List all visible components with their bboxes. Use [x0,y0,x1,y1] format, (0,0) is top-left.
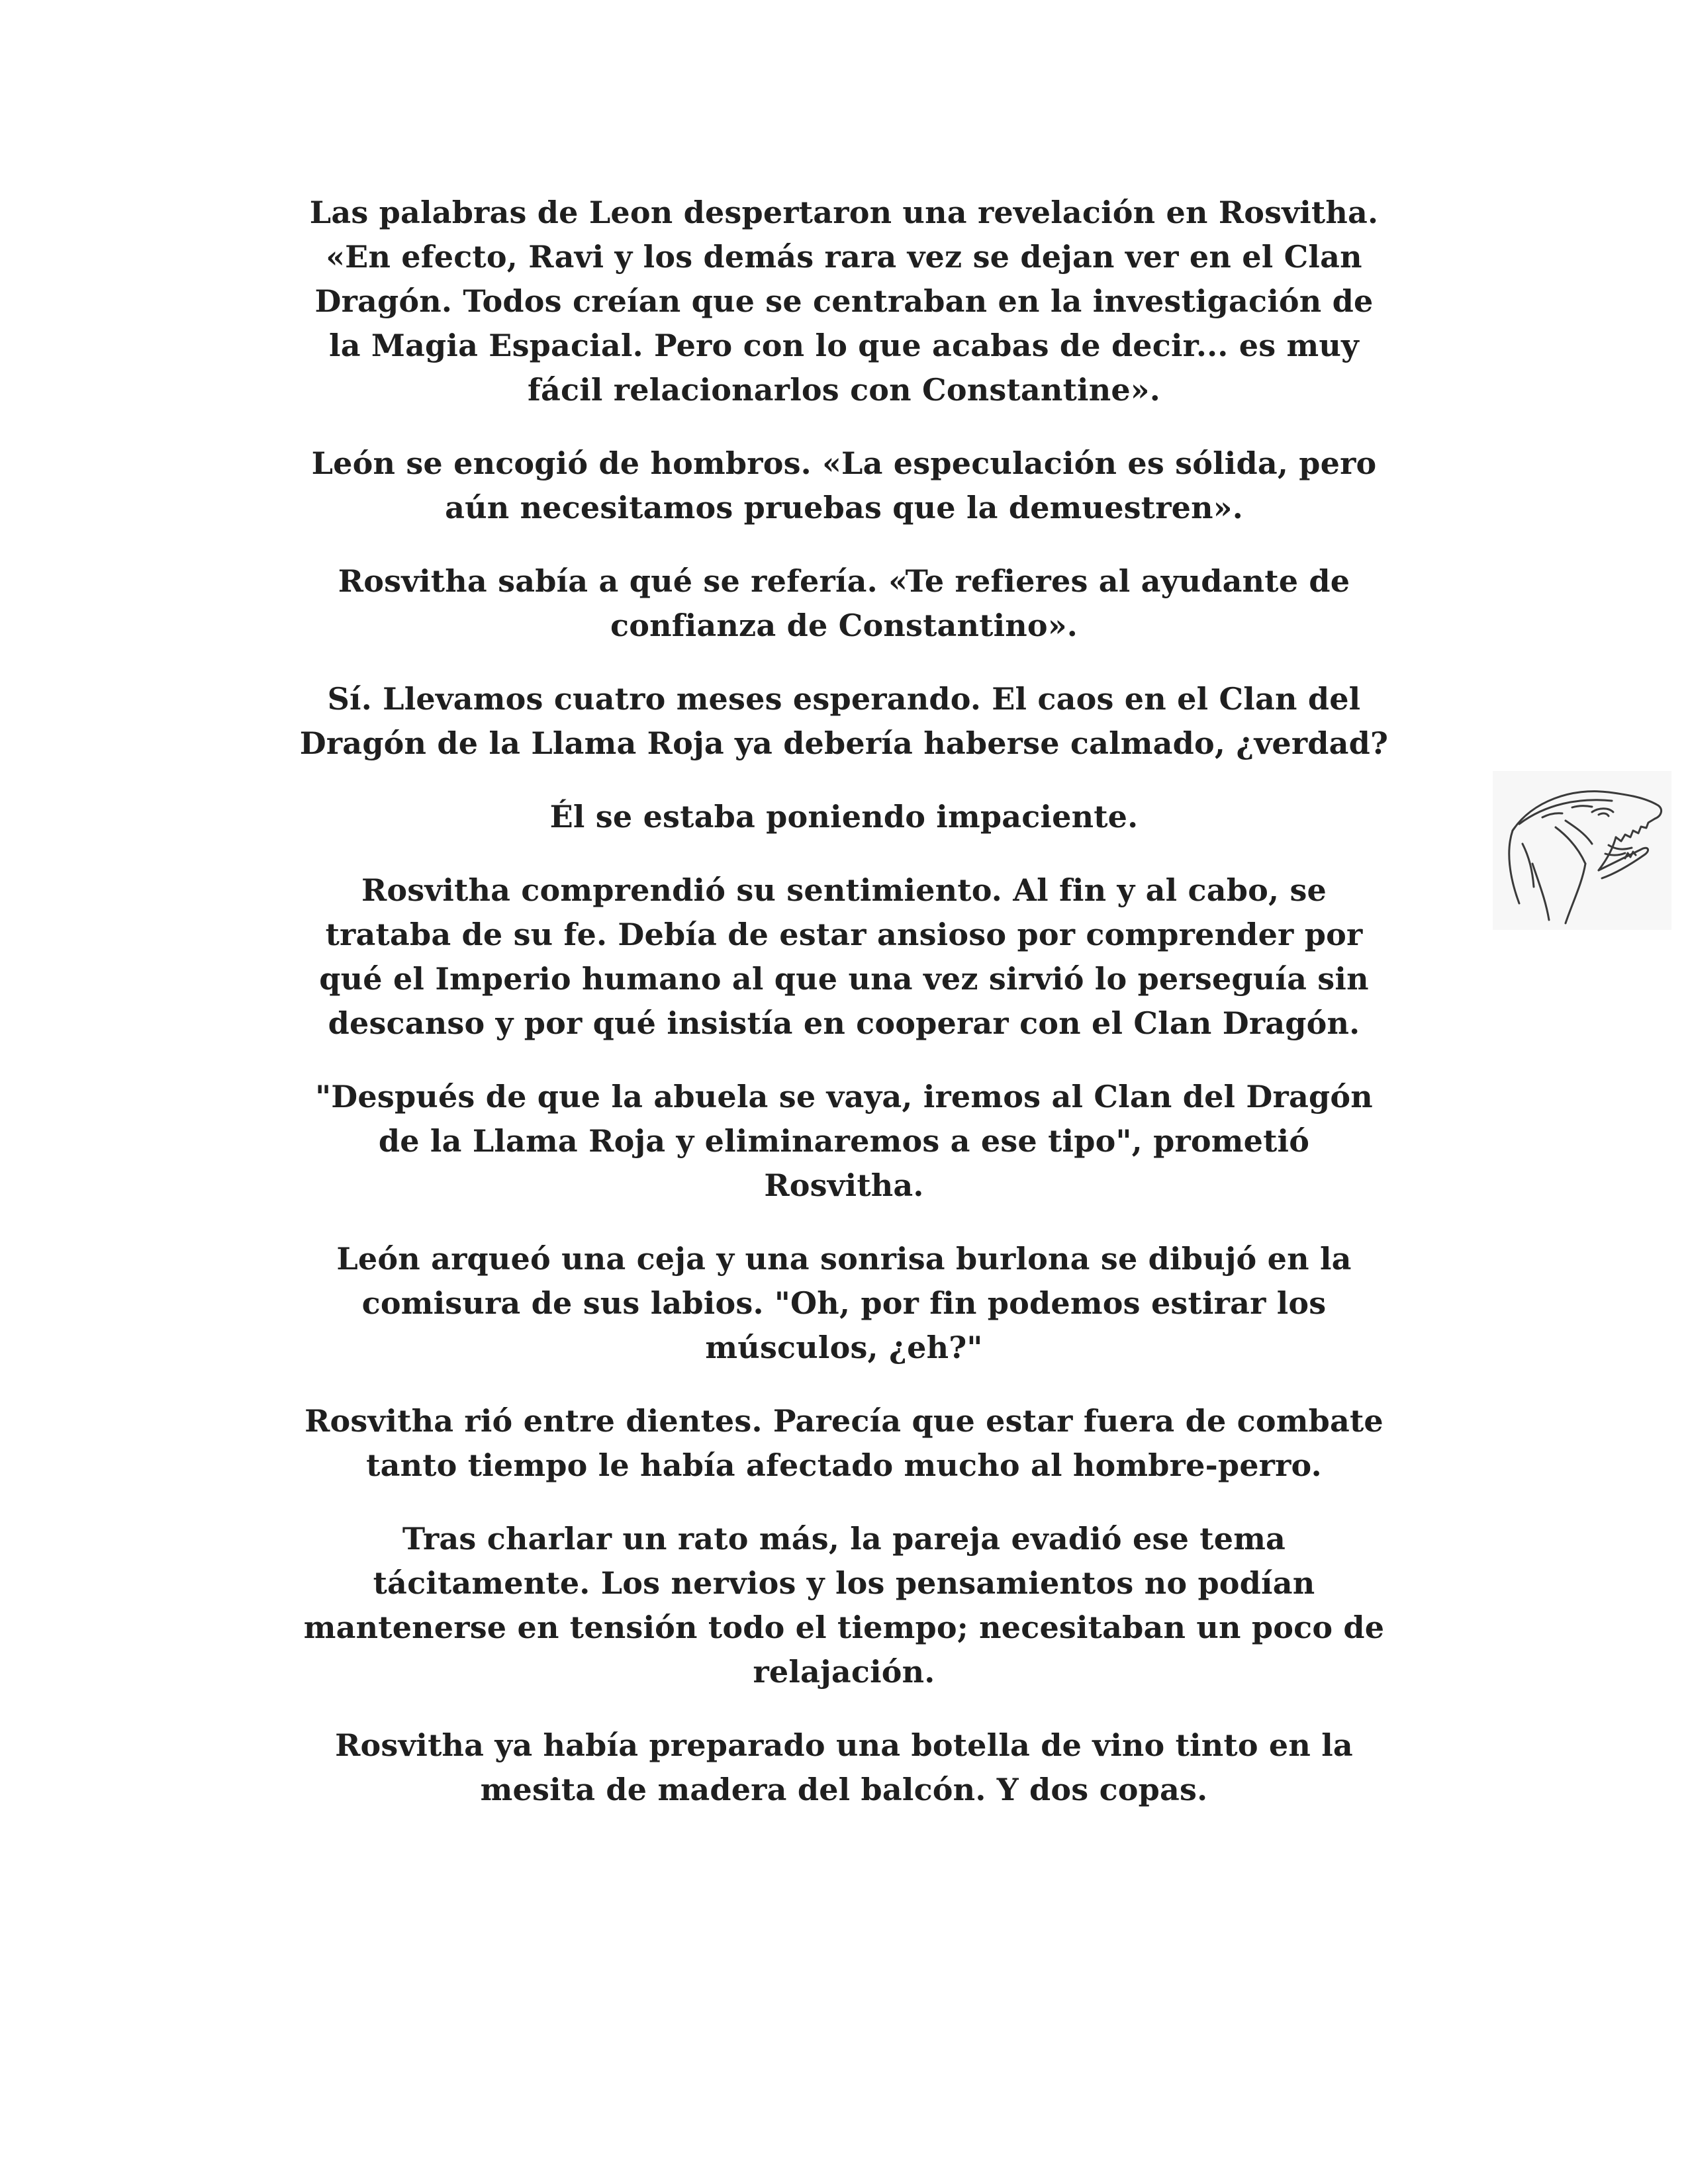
paragraph [225,677,1463,766]
text-line: tanto tiempo le había afectado mucho al hombre-perro. [366,1447,1322,1483]
text-line: «En efecto, Ravi y los demás rara vez se dejan ver en el Clan [326,239,1362,275]
paragraph [225,559,1463,648]
text-line: trataba de su fe. Debía de estar ansioso por comprender por [325,917,1363,952]
text-line: Dragón de la Llama Roja ya debería haberse calmado, ¿verdad? [299,725,1389,761]
text-line: Dragón. Todos creían que se centraban en la investigación de [314,283,1374,319]
text-line: Él se estaba poniendo impaciente. [549,799,1139,835]
paragraph [225,441,1463,530]
text-line: la Magia Espacial. Pero con lo que acabas de decir... es muy [329,328,1359,363]
paragraph [225,795,1463,839]
paragraph [225,868,1463,1046]
text-line: Rosvitha ya había preparado una botella de vino tinto en la [335,1727,1353,1763]
text-line: aún necesitamos pruebas que la demuestren». [445,490,1243,525]
text-line: mantenerse en tensión todo el tiempo; necesitaban un poco de [303,1610,1385,1645]
text-line: Rosvitha comprendió su sentimiento. Al fin y al cabo, se [361,872,1327,908]
paragraph [225,191,1463,412]
text-line: León arqueó una ceja y una sonrisa burlona se dibujó en la [336,1241,1352,1277]
text-line: León se encogió de hombros. «La especulación es sólida, pero [311,445,1377,481]
text-line: músculos, ¿eh?" [705,1330,983,1365]
text-line: confianza de Constantino». [610,608,1078,643]
text-line: tácitamente. Los nervios y los pensamientos no podían [373,1565,1315,1601]
text-line: qué el Imperio humano al que una vez sirvió lo perseguía sin [319,961,1369,997]
paragraph [225,1517,1463,1694]
text-line: relajación. [753,1654,935,1690]
paragraph [225,1075,1463,1208]
dinosaur-head-sketch-icon [1493,771,1671,930]
text-line: Rosvitha rió entre dientes. Parecía que estar fuera de combate [305,1403,1383,1439]
body-text [225,191,1463,1841]
text-line: comisura de sus labios. "Oh, por fin podemos estirar los [361,1285,1327,1321]
text-line: Tras charlar un rato más, la pareja evadió ese tema [402,1521,1286,1557]
text-line: "Después de que la abuela se vaya, iremos al Clan del Dragón [315,1079,1373,1115]
text-line: fácil relacionarlos con Constantine». [528,372,1160,408]
sketch-background [1493,771,1671,930]
paragraph [225,1399,1463,1488]
text-line: Sí. Llevamos cuatro meses esperando. El caos en el Clan del [327,681,1361,717]
text-line: de la Llama Roja y eliminaremos a ese tipo", prometió [378,1123,1310,1159]
paragraph [225,1237,1463,1370]
text-line: Las palabras de Leon despertaron una revelación en Rosvitha. [309,195,1379,230]
text-line: mesita de madera del balcón. Y dos copas. [480,1772,1208,1807]
paragraph [225,1723,1463,1812]
text-line: Rosvitha sabía a qué se refería. «Te refieres al ayudante de [338,563,1350,599]
text-line: descanso y por qué insistía en cooperar con el Clan Dragón. [328,1005,1360,1041]
text-line: Rosvitha. [764,1167,924,1203]
